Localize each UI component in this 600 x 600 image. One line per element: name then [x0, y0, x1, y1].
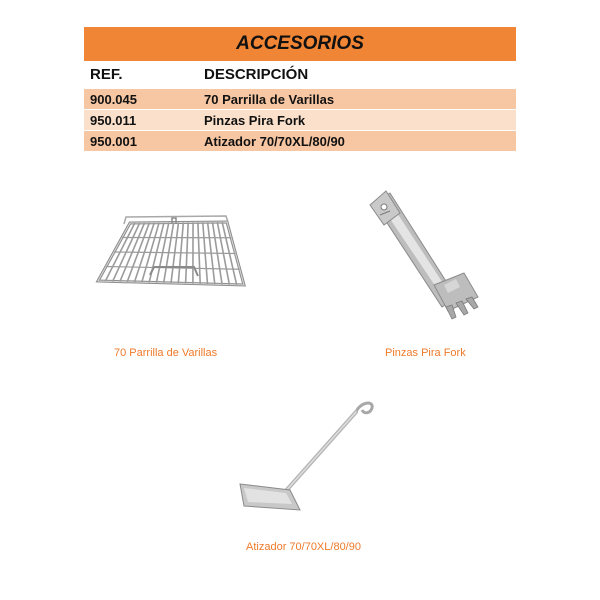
- row-ref: 950.011: [90, 112, 137, 128]
- row-description: 70 Parrilla de Varillas: [204, 91, 335, 107]
- header-ref: REF.: [90, 66, 123, 83]
- poker-hoe-image: [228, 398, 388, 528]
- table-title: ACCESORIOS: [84, 27, 516, 61]
- caption-fork: Pinzas Pira Fork: [385, 347, 466, 359]
- caption-grill: 70 Parrilla de Varillas: [114, 347, 218, 359]
- table-header-row: [84, 61, 516, 88]
- fork-tongs-image: [360, 185, 490, 325]
- row-ref: 950.001: [90, 133, 137, 149]
- grill-grate-image: [92, 215, 262, 295]
- table-row: [84, 130, 516, 151]
- row-description: Atizador 70/70XL/80/90: [204, 133, 345, 149]
- accessories-table: [84, 27, 516, 151]
- table-row: [84, 88, 516, 109]
- row-description: Pinzas Pira Fork: [204, 112, 306, 128]
- row-ref: 900.045: [90, 91, 137, 107]
- table-row: [84, 109, 516, 130]
- caption-poker: Atizador 70/70XL/80/90: [246, 541, 361, 553]
- header-description: DESCRIPCIÓN: [204, 66, 309, 83]
